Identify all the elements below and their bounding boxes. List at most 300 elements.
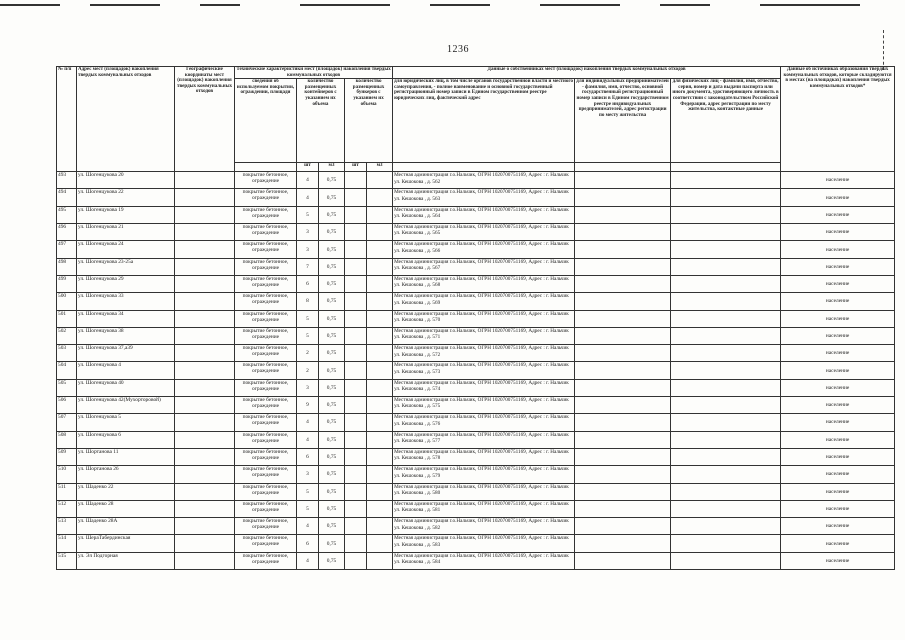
row-bunker-count <box>345 258 367 275</box>
row-coords <box>175 224 235 241</box>
row-container-count: 5 <box>297 483 319 500</box>
row-owner-legal: Местная администрация г.о.Нальчик, ОГРН 1020700751169, Адрес : г. Нальчик ул. Кешокова , д. 569 <box>393 293 575 310</box>
row-bunker-volume <box>367 293 393 310</box>
row-address: ул. Шогенцукова 23-25а <box>77 258 175 275</box>
header-legal-blank <box>393 163 575 172</box>
row-owner-phys <box>671 310 781 327</box>
row-number: 504 <box>57 362 77 379</box>
row-bunker-count <box>345 414 367 431</box>
header-num: № п/п <box>57 67 77 172</box>
table-body <box>57 172 895 570</box>
row-container-count: 3 <box>297 379 319 396</box>
row-address: ул. Шогенцукова 19 <box>77 206 175 223</box>
row-source: население <box>781 189 895 206</box>
row-number: 515 <box>57 552 77 569</box>
row-container-volume: 0,75 <box>319 466 345 483</box>
row-owner-legal: Местная администрация г.о.Нальчик, ОГРН 1020700751169, Адрес : г. Нальчик ул. Кешокова , д. 570 <box>393 310 575 327</box>
row-surface: покрытие бетонное, ограждение <box>235 345 297 362</box>
row-source: население <box>781 414 895 431</box>
row-bunker-volume <box>367 535 393 552</box>
row-owner-legal: Местная администрация г.о.Нальчик, ОГРН 1020700751169, Адрес : г. Нальчик ул. Кешокова , д. 562 <box>393 172 575 189</box>
header-surface: сведения об используемом покрытии, ограждении, площади <box>235 79 297 163</box>
row-bunker-volume <box>367 362 393 379</box>
unit-m3: м3 <box>367 163 393 172</box>
table-row <box>57 258 895 275</box>
row-container-count: 6 <box>297 275 319 292</box>
row-bunker-volume <box>367 345 393 362</box>
row-bunker-count <box>345 345 367 362</box>
row-address: ул. Шаденко 28А <box>77 518 175 535</box>
row-owner-ip <box>575 327 671 344</box>
row-owner-legal: Местная администрация г.о.Нальчик, ОГРН 1020700751169, Адрес : г. Нальчик ул. Кешокова , д. 567 <box>393 258 575 275</box>
row-number: 496 <box>57 224 77 241</box>
row-container-count: 4 <box>297 552 319 569</box>
table-row <box>57 552 895 569</box>
row-owner-ip <box>575 189 671 206</box>
row-source: население <box>781 172 895 189</box>
row-owner-phys <box>671 172 781 189</box>
table-row <box>57 327 895 344</box>
row-container-volume: 0,75 <box>319 345 345 362</box>
row-owner-phys <box>671 518 781 535</box>
row-source: население <box>781 224 895 241</box>
table-row <box>57 293 895 310</box>
row-coords <box>175 275 235 292</box>
row-source: население <box>781 345 895 362</box>
row-number: 500 <box>57 293 77 310</box>
row-owner-phys <box>671 552 781 569</box>
row-surface: покрытие бетонное, ограждение <box>235 466 297 483</box>
row-bunker-count <box>345 379 367 396</box>
row-coords <box>175 535 235 552</box>
row-owner-legal: Местная администрация г.о.Нальчик, ОГРН 1020700751169, Адрес : г. Нальчик ул. Кешокова , д. 568 <box>393 275 575 292</box>
table-row <box>57 500 895 517</box>
row-coords <box>175 258 235 275</box>
row-source: население <box>781 310 895 327</box>
table-row <box>57 362 895 379</box>
row-address: ул. Шогенцукова 42(Мухорторовой) <box>77 397 175 414</box>
table-row <box>57 379 895 396</box>
row-address: ул. Шаденко 28 <box>77 500 175 517</box>
header-bunkers: количество размещенных бункеров с указанием их объема <box>345 79 393 163</box>
row-number: 505 <box>57 379 77 396</box>
row-number: 506 <box>57 397 77 414</box>
row-bunker-count <box>345 206 367 223</box>
row-owner-phys <box>671 275 781 292</box>
row-number: 508 <box>57 431 77 448</box>
row-container-volume: 0,75 <box>319 206 345 223</box>
row-coords <box>175 379 235 396</box>
row-surface: покрытие бетонное, ограждение <box>235 552 297 569</box>
row-coords <box>175 241 235 258</box>
row-source: население <box>781 275 895 292</box>
row-surface: покрытие бетонное, ограждение <box>235 189 297 206</box>
row-surface: покрытие бетонное, ограждение <box>235 431 297 448</box>
row-bunker-count <box>345 448 367 465</box>
row-owner-ip <box>575 397 671 414</box>
row-number: 497 <box>57 241 77 258</box>
row-owner-ip <box>575 483 671 500</box>
row-source: население <box>781 483 895 500</box>
row-owner-legal: Местная администрация г.о.Нальчик, ОГРН 1020700751169, Адрес : г. Нальчик ул. Кешокова , д. 580 <box>393 483 575 500</box>
table-row <box>57 414 895 431</box>
row-owner-ip <box>575 518 671 535</box>
row-number: 493 <box>57 172 77 189</box>
row-source: население <box>781 466 895 483</box>
row-owner-legal: Местная администрация г.о.Нальчик, ОГРН 1020700751169, Адрес : г. Нальчик ул. Кешокова , д. 572 <box>393 345 575 362</box>
row-owner-phys <box>671 535 781 552</box>
row-bunker-volume <box>367 552 393 569</box>
row-container-volume: 0,75 <box>319 362 345 379</box>
row-address: ул. Шогенцукова 21 <box>77 224 175 241</box>
row-bunker-count <box>345 293 367 310</box>
row-bunker-volume <box>367 466 393 483</box>
row-coords <box>175 189 235 206</box>
row-owner-legal: Местная администрация г.о.Нальчик, ОГРН 1020700751169, Адрес : г. Нальчик ул. Кешокова , д. 564 <box>393 206 575 223</box>
row-surface: покрытие бетонное, ограждение <box>235 362 297 379</box>
row-source: население <box>781 362 895 379</box>
row-owner-ip <box>575 206 671 223</box>
row-number: 513 <box>57 518 77 535</box>
row-container-volume: 0,75 <box>319 535 345 552</box>
row-owner-ip <box>575 552 671 569</box>
row-number: 509 <box>57 448 77 465</box>
row-owner-legal: Местная администрация г.о.Нальчик, ОГРН 1020700751169, Адрес : г. Нальчик ул. Кешокова , д. 563 <box>393 189 575 206</box>
row-owner-ip <box>575 241 671 258</box>
row-coords <box>175 345 235 362</box>
row-surface: покрытие бетонное, ограждение <box>235 310 297 327</box>
row-container-count: 4 <box>297 518 319 535</box>
row-source: население <box>781 241 895 258</box>
row-bunker-volume <box>367 224 393 241</box>
row-owner-phys <box>671 500 781 517</box>
row-container-count: 3 <box>297 466 319 483</box>
row-owner-phys <box>671 414 781 431</box>
row-owner-ip <box>575 172 671 189</box>
row-owner-ip <box>575 310 671 327</box>
table-row <box>57 172 895 189</box>
header-ip: для индивидуальных предпринимателей - фамилия, имя, отчество, основной государственный регистрационный номер записи в Едином государственном реестре индивидуальных предпринимателей, адрес регистрации по месту жительства <box>575 79 671 163</box>
row-bunker-volume <box>367 431 393 448</box>
row-container-count: 5 <box>297 327 319 344</box>
row-owner-legal: Местная администрация г.о.Нальчик, ОГРН 1020700751169, Адрес : г. Нальчик ул. Кешокова , д. 571 <box>393 327 575 344</box>
row-number: 501 <box>57 310 77 327</box>
registry-table-wrap <box>56 66 894 570</box>
header-ip-blank <box>575 163 671 172</box>
row-coords <box>175 552 235 569</box>
row-surface: покрытие бетонное, ограждение <box>235 397 297 414</box>
row-source: население <box>781 431 895 448</box>
row-container-volume: 0,75 <box>319 431 345 448</box>
row-owner-legal: Местная администрация г.о.Нальчик, ОГРН 1020700751169, Адрес : г. Нальчик ул. Кешокова , д. 583 <box>393 535 575 552</box>
table-row <box>57 189 895 206</box>
row-address: ул. Шогенцукова 20 <box>77 172 175 189</box>
row-address: ул. Шогенцукова 38 <box>77 327 175 344</box>
row-owner-ip <box>575 500 671 517</box>
row-container-count: 3 <box>297 224 319 241</box>
row-bunker-volume <box>367 397 393 414</box>
row-container-volume: 0,75 <box>319 224 345 241</box>
row-source: население <box>781 379 895 396</box>
table-row <box>57 310 895 327</box>
row-owner-legal: Местная администрация г.о.Нальчик, ОГРН 1020700751169, Адрес : г. Нальчик ул. Кешокова , д. 578 <box>393 448 575 465</box>
row-container-volume: 0,75 <box>319 189 345 206</box>
row-coords <box>175 172 235 189</box>
row-owner-legal: Местная администрация г.о.Нальчик, ОГРН 1020700751169, Адрес : г. Нальчик ул. Кешокова , д. 574 <box>393 379 575 396</box>
table-row <box>57 345 895 362</box>
row-coords <box>175 431 235 448</box>
header-phys-blank <box>671 163 781 172</box>
row-number: 510 <box>57 466 77 483</box>
row-container-volume: 0,75 <box>319 448 345 465</box>
row-container-count: 5 <box>297 310 319 327</box>
row-surface: покрытие бетонное, ограждение <box>235 518 297 535</box>
row-owner-legal: Местная администрация г.о.Нальчик, ОГРН 1020700751169, Адрес : г. Нальчик ул. Кешокова , д. 577 <box>393 431 575 448</box>
row-bunker-volume <box>367 518 393 535</box>
row-container-volume: 0,75 <box>319 293 345 310</box>
row-owner-ip <box>575 275 671 292</box>
row-surface: покрытие бетонное, ограждение <box>235 172 297 189</box>
row-owner-legal: Местная администрация г.о.Нальчик, ОГРН 1020700751169, Адрес : г. Нальчик ул. Кешокова , д. 582 <box>393 518 575 535</box>
row-owner-phys <box>671 448 781 465</box>
row-container-volume: 0,75 <box>319 258 345 275</box>
unit-pcs: шт <box>297 163 319 172</box>
row-address: ул. Шогенцукова 33 <box>77 293 175 310</box>
row-source: население <box>781 552 895 569</box>
row-owner-phys <box>671 397 781 414</box>
row-container-volume: 0,75 <box>319 552 345 569</box>
row-address: ул. Шогенцукова 40 <box>77 379 175 396</box>
row-number: 502 <box>57 327 77 344</box>
row-container-volume: 0,75 <box>319 172 345 189</box>
row-bunker-volume <box>367 275 393 292</box>
row-source: население <box>781 206 895 223</box>
header-tech: Технические характеристики мест (площадок) накопления твердых коммунальных отходов <box>236 67 391 78</box>
table-row <box>57 397 895 414</box>
page-number: 1236 <box>447 44 469 55</box>
row-container-volume: 0,75 <box>319 327 345 344</box>
row-container-volume: 0,75 <box>319 397 345 414</box>
row-container-volume: 0,75 <box>319 414 345 431</box>
header-legal: для юридических лиц, в том числе органов государственной власти и местного самоуправления, - полное наименование и основной государственный регистрационный номер записи в Едином государственном реестре юридических лиц, фактический адрес <box>393 79 575 163</box>
row-bunker-count <box>345 224 367 241</box>
row-owner-phys <box>671 241 781 258</box>
row-container-count: 5 <box>297 206 319 223</box>
row-address: ул. Шогенцукова 6 <box>77 431 175 448</box>
row-owner-ip <box>575 466 671 483</box>
row-owner-phys <box>671 258 781 275</box>
table-row <box>57 483 895 500</box>
row-container-volume: 0,75 <box>319 379 345 396</box>
row-owner-phys <box>671 379 781 396</box>
row-bunker-volume <box>367 414 393 431</box>
registry-table <box>56 66 895 570</box>
row-surface: покрытие бетонное, ограждение <box>235 224 297 241</box>
row-owner-ip <box>575 362 671 379</box>
row-container-volume: 0,75 <box>319 310 345 327</box>
row-source: население <box>781 448 895 465</box>
row-bunker-volume <box>367 483 393 500</box>
row-owner-legal: Местная администрация г.о.Нальчик, ОГРН 1020700751169, Адрес : г. Нальчик ул. Кешокова , д. 575 <box>393 397 575 414</box>
row-bunker-volume <box>367 327 393 344</box>
row-bunker-count <box>345 241 367 258</box>
row-bunker-volume <box>367 258 393 275</box>
row-surface: покрытие бетонное, ограждение <box>235 379 297 396</box>
row-owner-legal: Местная администрация г.о.Нальчик, ОГРН 1020700751169, Адрес : г. Нальчик ул. Кешокова , д. 576 <box>393 414 575 431</box>
row-owner-legal: Местная администрация г.о.Нальчик, ОГРН 1020700751169, Адрес : г. Нальчик ул. Кешокова , д. 579 <box>393 466 575 483</box>
row-address: ул. Шогенцукова 37,а39 <box>77 345 175 362</box>
row-owner-ip <box>575 379 671 396</box>
row-surface: покрытие бетонное, ограждение <box>235 448 297 465</box>
row-surface: покрытие бетонное, ограждение <box>235 500 297 517</box>
row-surface: покрытие бетонное, ограждение <box>235 535 297 552</box>
row-owner-legal: Местная администрация г.о.Нальчик, ОГРН 1020700751169, Адрес : г. Нальчик ул. Кешокова , д. 584 <box>393 552 575 569</box>
table-row <box>57 466 895 483</box>
row-owner-phys <box>671 483 781 500</box>
row-address: ул. ШераТабердинская <box>77 535 175 552</box>
row-container-volume: 0,75 <box>319 500 345 517</box>
row-container-volume: 0,75 <box>319 275 345 292</box>
row-bunker-volume <box>367 310 393 327</box>
header-owners: Данные о собственниках мест (площадок) накопления твердых коммунальных отходов <box>393 67 781 79</box>
row-source: население <box>781 518 895 535</box>
row-address: ул. Шортанова 26 <box>77 466 175 483</box>
row-container-count: 9 <box>297 397 319 414</box>
row-number: 498 <box>57 258 77 275</box>
row-owner-legal: Местная администрация г.о.Нальчик, ОГРН 1020700751169, Адрес : г. Нальчик ул. Кешокова , д. 573 <box>393 362 575 379</box>
row-owner-phys <box>671 293 781 310</box>
row-owner-legal: Местная администрация г.о.Нальчик, ОГРН 1020700751169, Адрес : г. Нальчик ул. Кешокова , д. 566 <box>393 241 575 258</box>
row-address: ул. Шаденко 22 <box>77 483 175 500</box>
row-container-count: 7 <box>297 258 319 275</box>
table-row <box>57 206 895 223</box>
row-owner-legal: Местная администрация г.о.Нальчик, ОГРН 1020700751169, Адрес : г. Нальчик ул. Кешокова , д. 581 <box>393 500 575 517</box>
row-container-volume: 0,75 <box>319 518 345 535</box>
row-surface: покрытие бетонное, ограждение <box>235 483 297 500</box>
row-owner-legal: Местная администрация г.о.Нальчик, ОГРН 1020700751169, Адрес : г. Нальчик ул. Кешокова , д. 565 <box>393 224 575 241</box>
row-bunker-count <box>345 275 367 292</box>
row-address: ул. Шогенцукова 22 <box>77 189 175 206</box>
scan-edge <box>0 0 905 14</box>
row-surface: покрытие бетонное, ограждение <box>235 258 297 275</box>
row-bunker-count <box>345 466 367 483</box>
row-bunker-count <box>345 310 367 327</box>
row-container-count: 4 <box>297 414 319 431</box>
row-source: население <box>781 293 895 310</box>
row-coords <box>175 483 235 500</box>
row-bunker-volume <box>367 172 393 189</box>
row-owner-ip <box>575 258 671 275</box>
row-bunker-volume <box>367 241 393 258</box>
header-source: Данные об источниках образования твердых коммунальных отходов, которые складируются в местах (на площадках) накопления твердых коммунальных отходов* <box>781 67 895 172</box>
row-owner-ip <box>575 293 671 310</box>
row-surface: покрытие бетонное, ограждение <box>235 293 297 310</box>
row-bunker-count <box>345 362 367 379</box>
header-containers: количество размещенных контейнеров с указанием их объема <box>297 79 345 163</box>
row-bunker-count <box>345 397 367 414</box>
scan-mark <box>883 30 885 70</box>
table-row <box>57 275 895 292</box>
row-coords <box>175 466 235 483</box>
row-owner-ip <box>575 414 671 431</box>
row-container-count: 4 <box>297 172 319 189</box>
row-bunker-count <box>345 500 367 517</box>
row-owner-phys <box>671 345 781 362</box>
row-surface: покрытие бетонное, ограждение <box>235 414 297 431</box>
row-bunker-count <box>345 172 367 189</box>
row-number: 495 <box>57 206 77 223</box>
row-bunker-count <box>345 483 367 500</box>
row-owner-ip <box>575 431 671 448</box>
header-phys: для физических лиц - фамилия, имя, отчество, серия, номер и дата выдачи паспорта или иного документа, удостоверяющего личность в соответствии с законодательством Российской Федерации, адрес регистрации по месту жительства, контактные данные <box>671 79 781 163</box>
header-surface-blank <box>235 163 297 172</box>
table-row <box>57 448 895 465</box>
row-owner-phys <box>671 466 781 483</box>
row-surface: покрытие бетонное, ограждение <box>235 241 297 258</box>
row-owner-phys <box>671 189 781 206</box>
row-number: 499 <box>57 275 77 292</box>
row-number: 512 <box>57 500 77 517</box>
row-coords <box>175 310 235 327</box>
row-address: ул. Шогенцукова 29 <box>77 275 175 292</box>
table-row <box>57 241 895 258</box>
row-container-volume: 0,75 <box>319 241 345 258</box>
row-source: население <box>781 327 895 344</box>
table-row <box>57 224 895 241</box>
row-source: население <box>781 500 895 517</box>
row-owner-ip <box>575 535 671 552</box>
row-container-count: 4 <box>297 431 319 448</box>
row-owner-ip <box>575 448 671 465</box>
row-owner-phys <box>671 362 781 379</box>
row-bunker-count <box>345 327 367 344</box>
row-bunker-volume <box>367 500 393 517</box>
row-container-count: 6 <box>297 535 319 552</box>
row-number: 503 <box>57 345 77 362</box>
row-owner-phys <box>671 206 781 223</box>
table-row <box>57 535 895 552</box>
row-bunker-volume <box>367 206 393 223</box>
row-number: 494 <box>57 189 77 206</box>
row-owner-ip <box>575 224 671 241</box>
row-container-volume: 0,75 <box>319 483 345 500</box>
header-coords: Географические координаты мест (площадок) накопления твердых коммунальных отходов <box>175 67 235 172</box>
row-bunker-count <box>345 189 367 206</box>
row-owner-ip <box>575 345 671 362</box>
row-source: население <box>781 258 895 275</box>
row-container-count: 3 <box>297 241 319 258</box>
row-address: ул. Шогенцукова 24 <box>77 241 175 258</box>
row-container-count: 6 <box>297 448 319 465</box>
row-owner-phys <box>671 224 781 241</box>
row-surface: покрытие бетонное, ограждение <box>235 275 297 292</box>
unit-m3: м3 <box>319 163 345 172</box>
row-coords <box>175 293 235 310</box>
unit-pcs: шт <box>345 163 367 172</box>
table-row <box>57 518 895 535</box>
row-number: 514 <box>57 535 77 552</box>
row-container-count: 8 <box>297 293 319 310</box>
row-coords <box>175 327 235 344</box>
row-number: 507 <box>57 414 77 431</box>
row-container-count: 4 <box>297 189 319 206</box>
row-owner-phys <box>671 431 781 448</box>
row-bunker-count <box>345 431 367 448</box>
row-coords <box>175 448 235 465</box>
row-coords <box>175 518 235 535</box>
row-coords <box>175 206 235 223</box>
row-surface: покрытие бетонное, ограждение <box>235 327 297 344</box>
